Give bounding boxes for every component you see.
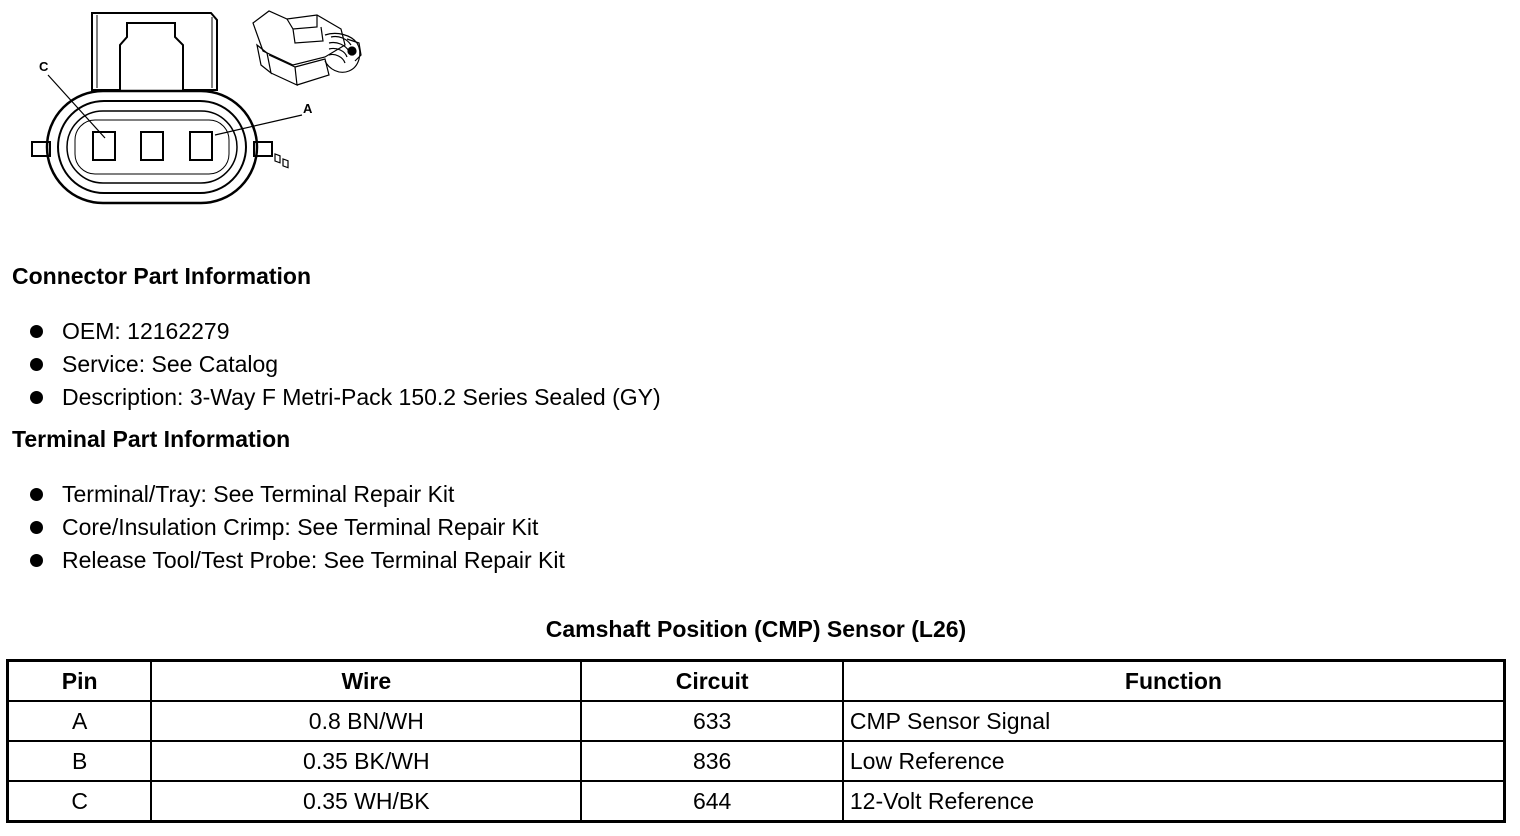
cell-pin: A [8,701,152,741]
cell-wire: 0.35 WH/BK [151,781,581,822]
header-function: Function [843,661,1505,702]
list-item [28,315,661,348]
list-item-text: Service: See Catalog [62,351,279,377]
list-item [28,478,565,511]
cell-pin: C [8,781,152,822]
connector-part-info-list [28,315,661,414]
header-pin: Pin [8,661,152,702]
bullet-icon [30,325,43,338]
connector-part-info-heading: Connector Part Information [12,263,312,289]
list-item [28,348,661,381]
list-item-text: Core/Insulation Crimp: See Terminal Repair Kit [62,514,539,540]
list-item-text: Terminal/Tray: See Terminal Repair Kit [62,481,455,507]
table-title: Camshaft Position (CMP) Sensor (L26) [545,616,967,642]
table-row [8,781,1505,822]
cell-function: 12-Volt Reference [843,781,1505,822]
list-item [28,381,661,414]
list-item [28,511,565,544]
pin-label-a: A [303,101,313,116]
cell-wire: 0.35 BK/WH [151,741,581,781]
list-item-text: Release Tool/Test Probe: See Terminal Repair Kit [62,547,565,573]
bullet-icon [30,391,43,404]
table-row [8,741,1505,781]
cell-circuit: 644 [581,781,843,822]
list-item-text: OEM: 12162279 [62,318,230,344]
pinout-table [6,659,1506,823]
bullet-icon [30,521,43,534]
cell-function: Low Reference [843,741,1505,781]
cell-wire: 0.8 BN/WH [151,701,581,741]
connector-iso-view [253,11,361,168]
connector-diagram [25,5,375,210]
cell-pin: B [8,741,152,781]
list-item [28,544,565,577]
pin-label-c: C [39,59,49,74]
table-header-row [8,661,1505,702]
table-row [8,701,1505,741]
cavity-a [190,132,212,160]
cell-circuit: 633 [581,701,843,741]
list-item-text: Description: 3-Way F Metri-Pack 150.2 Series Sealed (GY) [62,384,661,410]
cell-circuit: 836 [581,741,843,781]
bullet-icon [30,488,43,501]
cell-function: CMP Sensor Signal [843,701,1505,741]
bullet-icon [30,358,43,371]
bullet-icon [30,554,43,567]
cavity-b [141,132,163,160]
header-wire: Wire [151,661,581,702]
header-circuit: Circuit [581,661,843,702]
terminal-part-info-list [28,478,565,577]
terminal-part-info-heading: Terminal Part Information [12,426,291,452]
